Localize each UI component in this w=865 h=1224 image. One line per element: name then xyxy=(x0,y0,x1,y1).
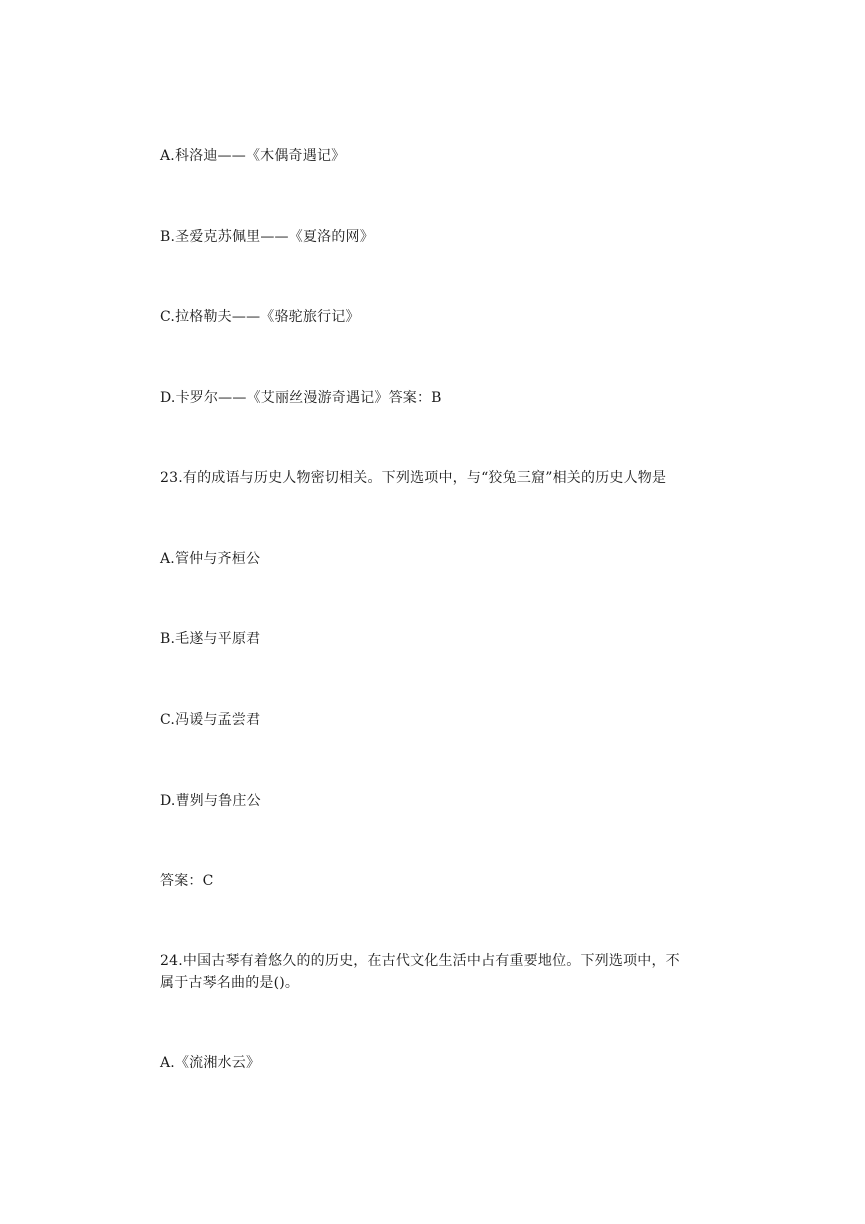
q23-option-b: B.毛遂与平原君 xyxy=(160,631,261,647)
q23-answer: 答案：C xyxy=(160,873,214,889)
q22-option-d-with-answer: D.卡罗尔——《艾丽丝漫游奇遇记》答案：B xyxy=(160,390,442,406)
q23-option-c: C.冯谖与孟尝君 xyxy=(160,712,261,728)
q22-option-b: B.圣爱克苏佩里——《夏洛的网》 xyxy=(160,229,374,245)
q22-option-c: C.拉格勒夫——《骆驼旅行记》 xyxy=(160,309,360,325)
q22-option-a: A.科洛迪——《木偶奇遇记》 xyxy=(160,148,346,164)
q24-question-line2: 属于古琴名曲的是()。 xyxy=(160,975,300,991)
q23-question: 23.有的成语与历史人物密切相关。下列选项中，与“狡兔三窟”相关的历史人物是 xyxy=(160,470,667,486)
q24-question-line1: 24.中国古琴有着悠久的的历史，在古代文化生活中占有重要地位。下列选项中，不 xyxy=(160,953,680,969)
q23-option-a: A.管仲与齐桓公 xyxy=(160,551,261,567)
q23-option-d: D.曹刿与鲁庄公 xyxy=(160,793,261,809)
q24-option-a: A.《流湘水云》 xyxy=(160,1055,261,1071)
